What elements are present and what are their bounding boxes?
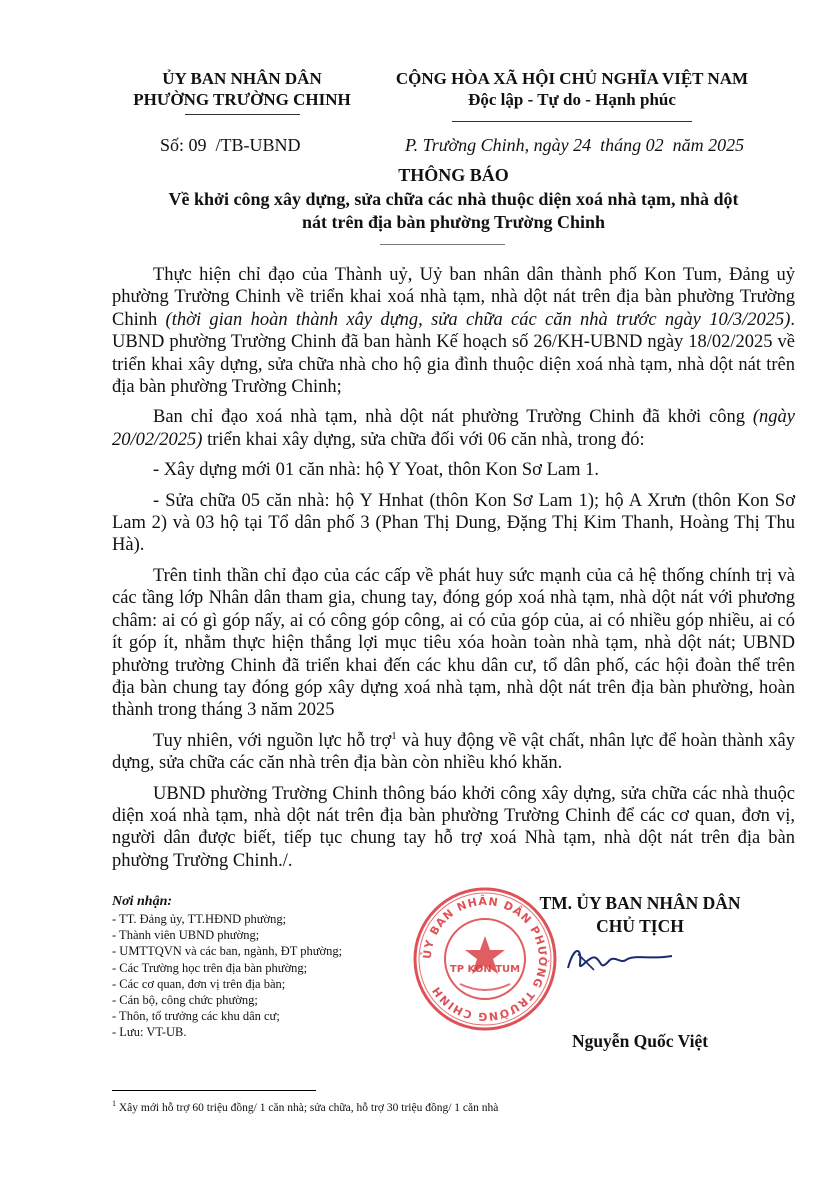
paragraph-4: Tuy nhiên, với nguồn lực hỗ trợ$^1$ và huy động về vật chất, nhân lực để hoàn thành xây dựng, sửa chữa các căn nhà trên địa bàn còn nhiều khó khăn.: [112, 729, 795, 774]
recipient-item: - Cán bộ, công chức phường;: [112, 993, 258, 1008]
seal-text: ỦY BAN NHÂN DÂN PHƯỜNG TRƯỜNG CHINH: [420, 894, 550, 1024]
signature-block: [490, 892, 790, 938]
nation-line-2: Độc lập - Tự do - Hạnh phúc: [468, 90, 676, 109]
recipients-list: [112, 911, 412, 1041]
seal-text-side: TP KON TUM: [449, 964, 521, 975]
signer-position-2: CHỦ TỊCH: [596, 916, 684, 936]
recipient-item: - Các cơ quan, đơn vị trên địa bàn;: [112, 976, 286, 991]
agency-underline: [185, 114, 300, 115]
document-number: Số: 09 /TB-UBND: [160, 135, 301, 155]
paragraph-2: Ban chỉ đạo xoá nhà tạm, nhà dột nát phường Trường Chinh đã khởi công (ngày 20/02/2025) triển khai xây dựng, sửa chữa đối với 06 căn nhà, trong đó:: [112, 407, 795, 450]
footnote-text: Xây mới hỗ trợ 60 triệu đồng/ 1 căn nhà; sửa chữa, hỗ trợ 30 triệu đồng/ 1 căn nhà: [116, 1102, 499, 1114]
recipient-item: - Lưu: VT-UB.: [112, 1025, 187, 1040]
place-and-date: P. Trường Chinh, ngày 24 tháng 02 năm 2025: [405, 135, 745, 155]
motto-underline: [452, 121, 692, 122]
footnote-mark: 1: [112, 1099, 116, 1109]
recipient-item: - Thành viên UBND phường;: [112, 928, 260, 943]
recipient-item: - TT. Đảng ủy, TT.HĐND phường;: [112, 912, 287, 926]
paragraph-repair: - Sửa chữa 05 căn nhà: hộ Y Hnhat (thôn Kon Sơ Lam 1); hộ A Xrưn (thôn Kon Sơ Lam 2) và 03 hộ tại Tổ dân phố 3 (Phan Thị Dung, Đặng Thị Kim Thanh, Hoàng Thị Thu Hà).: [112, 490, 795, 556]
agency-line-2: PHƯỜNG TRƯỜNG CHINH: [133, 90, 351, 109]
recipient-item: - Thôn, tổ trưởng các khu dân cư;: [112, 1009, 280, 1024]
recipient-item: - Các Trường học trên địa bàn phường;: [112, 960, 308, 975]
agency-line-1: ỦY BAN NHÂN DÂN: [162, 69, 322, 88]
national-motto: [372, 68, 772, 110]
issuing-agency: [92, 68, 392, 110]
recipients-block: [112, 893, 412, 1041]
subtitle-line-2: nát trên địa bàn phường Trường Chinh: [302, 212, 605, 232]
footnote-ref: 1: [391, 729, 397, 742]
recipient-item: - UMTTQVN và các ban, ngành, ĐT phường;: [112, 944, 343, 959]
signer-name: Nguyễn Quốc Việt: [571, 1031, 709, 1051]
paragraph-new-build: - Xây dựng mới 01 căn nhà: hộ Y Yoat, thôn Kon Sơ Lam 1.: [153, 460, 599, 481]
notice-body: [112, 264, 795, 880]
title-underline: [380, 244, 505, 245]
paragraph-1: Thực hiện chỉ đạo của Thành uỷ, Uỷ ban nhân dân thành phố Kon Tum, Đảng uỷ phường Trường Chinh về triển khai xoá nhà tạm, nhà dột nát trên địa bàn phường Trường Chinh (thời gian hoàn thành xây dựng, sửa chữa các căn nhà trước ngày 10/3/2025). UBND phường Trường Chinh đã ban hành Kế hoạch số 26/KH-UBND ngày 18/02/2025 về triển khai xây dựng, sửa chữa nhà cho hộ gia đình thuộc diện xoá nhà tạm, nhà dột nát trên địa bàn phường Trường Chinh;: [112, 265, 796, 398]
footnote: [112, 1101, 498, 1115]
recipients-title: Nơi nhận:: [112, 894, 173, 909]
nation-line-1: CỘNG HÒA XÃ HỘI CHỦ NGHĨA VIỆT NAM: [395, 69, 749, 88]
document-subtitle: [112, 188, 795, 234]
footnote-separator: [112, 1090, 316, 1091]
subtitle-line-1: Về khởi công xây dựng, sửa chữa các nhà thuộc diện xoá nhà tạm, nhà dột: [168, 189, 739, 209]
paragraph-3: Trên tinh thần chỉ đạo của các cấp về phát huy sức mạnh của cả hệ thống chính trị và các tầng lớp Nhân dân tham gia, chung tay, đóng góp xoá nhà tạm, nhà dột nát với phương châm: ai có gì góp nấy, ai có công góp công, ai có của góp của, ai có nhiều góp nhiều, ai có ít góp ít, nhằm thực hiện thắng lợi mục tiêu xóa hoàn toàn nhà tạm, nhà dột nát; UBND phường trường Chinh đã triển khai đến các khu dân cư, tổ dân phố, các hội đoàn thể trên địa bàn chung tay đóng góp xây dựng xoá nhà tạm, nhà dột nát trên địa bàn phường, hoàn thành trong tháng 3 năm 2025: [112, 565, 795, 721]
document-title: THÔNG BÁO: [398, 165, 509, 185]
paragraph-5: UBND phường Trường Chinh thông báo khởi công xây dựng, sửa chữa các nhà thuộc diện xoá nhà tạm, nhà dột nát trên địa bàn phường Trường Chinh để các cơ quan, đơn vị, người dân được biết, tiếp tục chung tay hỗ trợ xoá Nhà tạm, nhà dột nát trên địa bàn phường Trường Chinh./.: [112, 783, 795, 871]
handwritten-signature: [560, 940, 680, 980]
signer-position-1: TM. ỦY BAN NHÂN DÂN: [539, 893, 741, 913]
